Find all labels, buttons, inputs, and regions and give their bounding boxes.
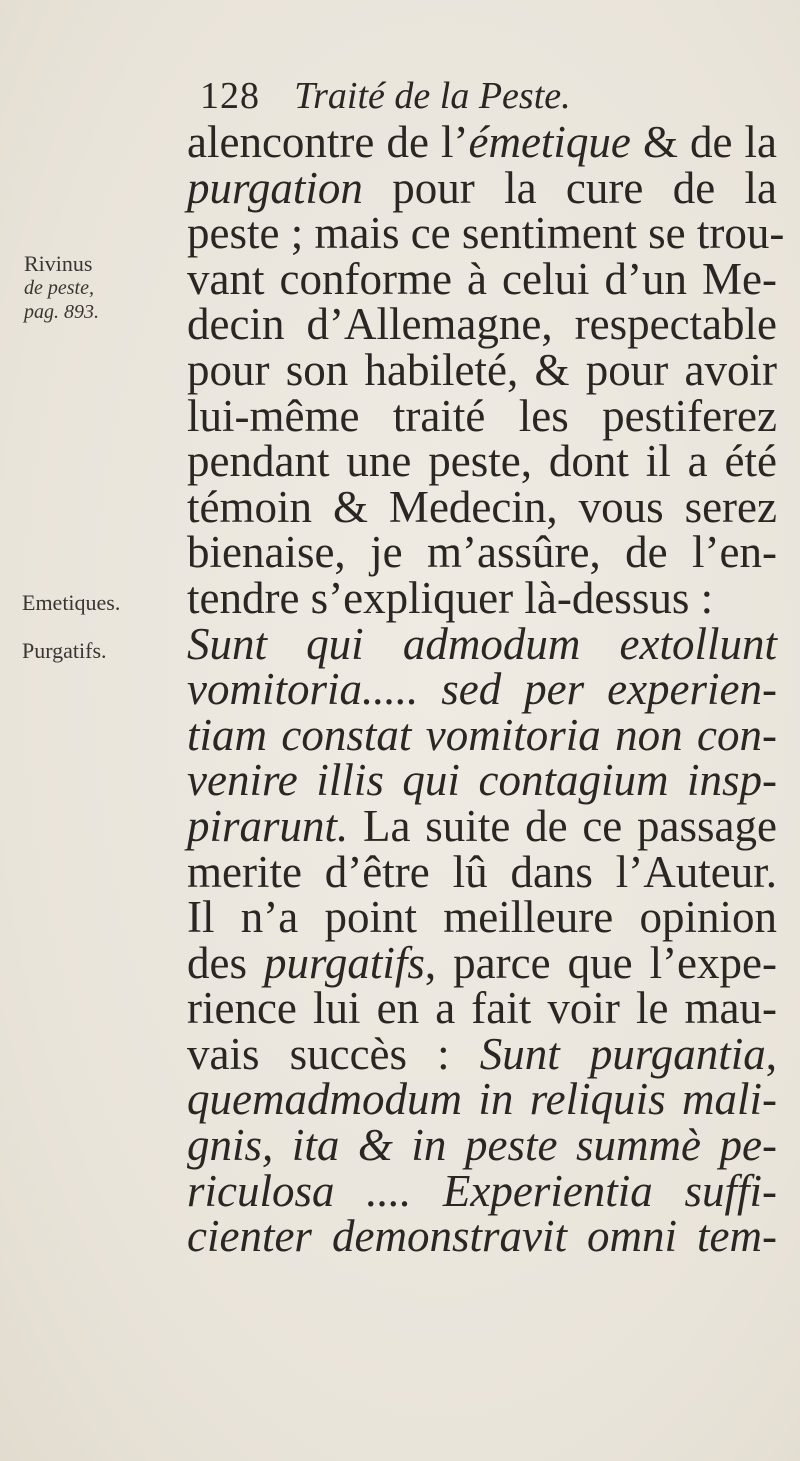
running-title: Traité de la Peste. [294, 75, 571, 117]
text-line [187, 208, 785, 259]
margin-note-purgatifs: Purgatifs. [22, 638, 107, 663]
text-segment: vais succès : [187, 1028, 480, 1079]
text-line [187, 1120, 777, 1171]
text-segment: decin d’Allemagne, respectable [187, 299, 777, 350]
text-line [187, 527, 777, 578]
text-segment: tendre s’expliquer là-dessus : [187, 572, 714, 623]
text-segment: La suite de ce passage [348, 800, 777, 851]
text-line [187, 1028, 777, 1079]
text-line [187, 299, 777, 350]
text-segment-italic: cienter demonstravit omni tem- [187, 1211, 777, 1262]
text-line [187, 162, 777, 213]
margin-note-rivinus-ref1: de peste, [24, 277, 94, 299]
text-segment: lui-même traité les pestiferez [187, 390, 777, 441]
text-line [187, 481, 777, 532]
text-segment-italic: émetique [468, 117, 631, 167]
text-segment-italic: riculosa .... Experientia suffi- [187, 1165, 777, 1216]
text-segment-italic: purgatifs [264, 937, 425, 988]
text-line [187, 709, 777, 760]
text-segment-italic: tiam constat vomitoria non con- [187, 709, 777, 760]
text-line [187, 436, 777, 487]
margin-note-emetiques: Emetiques. [22, 590, 121, 615]
text-segment-italic: Sunt qui admodum extollunt [187, 618, 777, 669]
text-line [187, 117, 778, 167]
text-segment: Il n’a point meilleure opinion [187, 892, 777, 943]
running-header [200, 70, 760, 120]
text-segment: alencontre de l’ [187, 117, 469, 167]
text-segment-italic: pirarunt. [187, 800, 349, 851]
margin-note-rivinus-ref2: pag. 893. [24, 301, 99, 323]
text-segment: pour la cure de la [362, 162, 777, 213]
margin-note-rivinus [24, 252, 99, 324]
text-line [187, 253, 777, 304]
text-segment: pour son habileté, & pour avoir [187, 344, 777, 395]
text-line [187, 892, 777, 943]
text-line [187, 755, 777, 806]
text-segment: peste ; mais ce sentiment se trou- [187, 208, 785, 259]
body-text [187, 117, 785, 1262]
text-segment: pendant une peste, dont il a été [187, 436, 777, 487]
text-line [187, 800, 777, 851]
page-number: 128 [200, 75, 260, 117]
text-segment-italic: gnis, ita & in peste summè pe- [187, 1120, 777, 1171]
text-segment: , [765, 1028, 777, 1079]
text-line [187, 390, 777, 441]
text-line [187, 846, 777, 897]
text-segment: vant conforme à celui d’un Me- [187, 253, 777, 304]
text-line [187, 344, 777, 395]
text-line [187, 572, 777, 623]
text-line [187, 618, 777, 669]
text-segment: témoin & Medecin, vous serez [187, 481, 777, 532]
text-segment: bienaise, je m’assûre, de l’en- [187, 527, 777, 578]
text-line [187, 1165, 777, 1216]
text-segment: des [187, 937, 265, 988]
margin-note-rivinus-name: Rivinus [24, 251, 93, 276]
text-segment-italic: vomitoria..... sed per experien- [187, 664, 777, 715]
text-segment-italic: quemadmodum in reliquis mali- [187, 1074, 777, 1125]
text-segment-italic: purgation [187, 162, 363, 213]
text-segment-italic: venire illis qui contagium insp- [187, 755, 777, 806]
text-segment: & de la [630, 117, 778, 167]
text-segment: rience lui en a fait voir le mau- [187, 983, 777, 1034]
text-segment-italic: Sunt purgantia [479, 1028, 766, 1079]
text-line [187, 1211, 777, 1262]
text-line [187, 937, 777, 988]
text-segment: merite d’être lû dans l’Auteur. [187, 846, 777, 897]
text-line [187, 664, 777, 715]
text-line [187, 1074, 777, 1125]
text-segment: , parce que l’expe- [424, 937, 777, 988]
text-line [187, 983, 777, 1034]
